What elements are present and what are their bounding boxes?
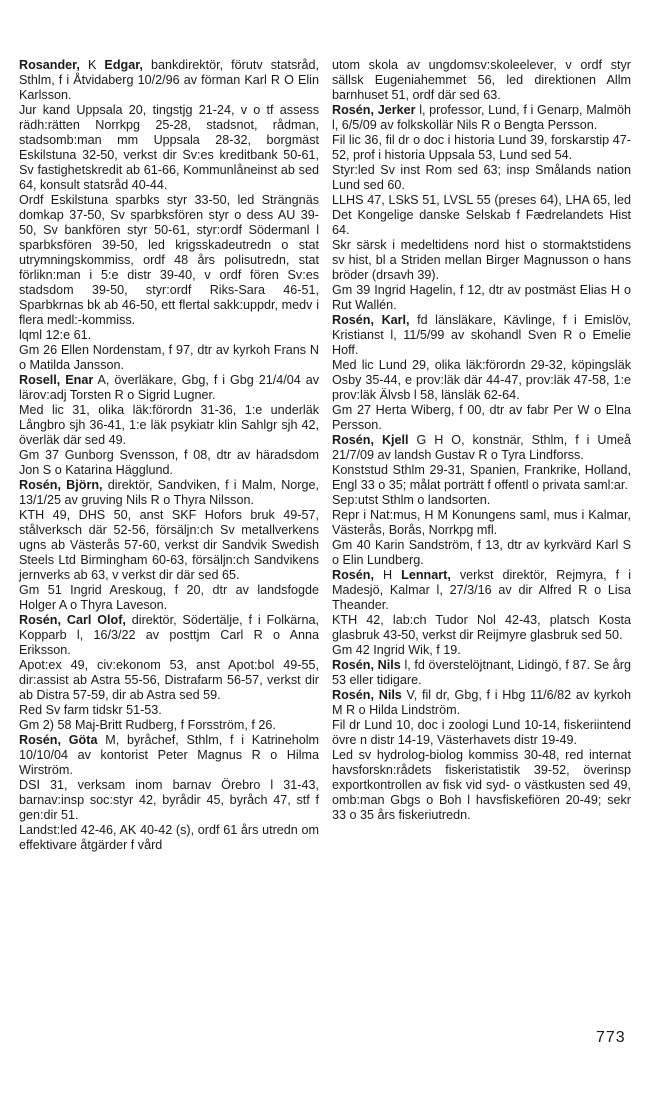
biography-entry — [19, 613, 319, 733]
entry-paragraph: DSI 31, verksam inom barnav Örebro l 31-43, barnav:insp soc:styr 42, byrådir 45, byråch 47, stf f gen:dir 51. — [19, 778, 319, 822]
entry-heading — [19, 613, 319, 658]
entry-heading — [332, 568, 631, 613]
biography-entry — [19, 373, 319, 478]
entry-paragraph: Gm 39 Ingrid Hagelin, f 12, dtr av postmäst Elias H o Rut Wallén. — [332, 283, 631, 312]
entry-paragraph: Jur kand Uppsala 20, tingstjg 21-24, v o tf assess rädh:rätten Norrkpg 25-28, stadsnot, rådman, stadsomb:man mm Uppsala 28-32, borgmäst Eskilstuna 32-50, verkst dir Sv:es kreditbank 50-61, Sv fastighetskredit ab 61-66, Kommunlåneinst ab sed 64, konsult statsråd 40-44. — [19, 103, 319, 192]
entry-paragraph: Gm 42 Ingrid Wik, f 19. — [332, 643, 461, 657]
biography-entry — [332, 433, 631, 568]
biography-entry — [332, 568, 631, 658]
entry-surname: Rosén, — [332, 658, 374, 672]
entry-given-name: Carl Olof, — [66, 613, 126, 627]
entry-heading — [332, 658, 631, 688]
entry-heading-text: M, byråchef, Sthlm, f i Katrineholm 10/10/04 av kontorist Peter Magnus R o Hilma Wirström. — [19, 733, 319, 777]
entry-surname: Rosén, — [332, 568, 374, 582]
entry-surname: Rosén, — [332, 433, 374, 447]
entry-surname: Rosén, — [332, 313, 374, 327]
biography-entry — [332, 688, 631, 823]
biography-entry — [332, 103, 631, 313]
entry-heading-text: fd länsläkare, Kävlinge, f i Emislöv, Kristianst l, 11/5/99 av skohandl Sven R o Emelie Hoff. — [332, 313, 632, 357]
right-column — [332, 58, 631, 823]
entry-paragraph: Gm 51 Ingrid Areskoug, f 20, dtr av landsfogde Holger A o Thyra Laveson. — [19, 583, 319, 612]
biography-entry — [19, 733, 319, 853]
entry-given-name: Edgar, — [104, 58, 143, 72]
entry-paragraph: Repr i Nat:mus, H M Konungens saml, mus i Kalmar, Västerås, Borås, Norrkpg mfl. — [332, 508, 631, 537]
entry-surname: Rosén, — [19, 613, 61, 627]
entry-given-name: Enar — [65, 373, 94, 387]
entry-heading-text: bankdirektör, förutv statsråd, Sthlm, f i Åtvidaberg 10/2/96 av förman Karl R O Elin Karlsson. — [19, 58, 319, 102]
entry-heading-text: direktör, Södertälje, f i Folkärna, Kopparb l, 16/3/22 av posttjm Carl R o Anna Eriksson. — [19, 613, 319, 657]
entry-given-name: Jerker — [377, 103, 416, 117]
biography-entry — [332, 313, 631, 433]
entry-heading — [19, 58, 319, 103]
entry-given-name: Lennart, — [401, 568, 451, 582]
entry-initials — [374, 313, 382, 327]
entry-surname: Rosell, — [19, 373, 61, 387]
entry-heading — [19, 373, 319, 403]
entry-heading-text: l, fd överstelöjtnant, Lidingö, f 87. Se årg 53 eller tidigare. — [332, 658, 631, 687]
entry-heading — [332, 688, 631, 718]
entry-given-name: Nils — [377, 658, 401, 672]
entry-heading — [332, 313, 631, 358]
entry-surname: Rosander, — [19, 58, 80, 72]
biography-entry — [332, 658, 631, 688]
entry-paragraph: Apot:ex 49, civ:ekonom 53, anst Apot:bol 49-55, dir:assist ab Astra 55-56, Distrafarm 56-57, verkst dir ab Distra 57-59, dir ab Astra sed 59. — [19, 658, 319, 702]
entry-given-name: Karl, — [381, 313, 410, 327]
page-number: 773 — [596, 1029, 626, 1046]
entry-heading — [332, 433, 631, 463]
entry-initials — [374, 433, 382, 447]
entry-paragraph: Med lic Lund 29, olika läk:förordn 29-32, köpingsläk Osby 35-44, e prov:läk där 44-47, prov:läk 47-58, 1:e prov:läk Älvsb l 58, länsläk 62-64. — [332, 358, 631, 402]
entry-paragraph: lqml 12:e 61. — [19, 328, 92, 342]
entry-heading-text: V, fil dr, Gbg, f i Hbg 11/6/82 av kyrkoh M R o Hilda Lindström. — [332, 688, 631, 717]
entry-paragraph: Gm 27 Herta Wiberg, f 00, dtr av fabr Per W o Elna Persson. — [332, 403, 631, 432]
entry-paragraph: Gm 26 Ellen Nordenstam, f 97, dtr av kyrkoh Frans N o Matilda Jansson. — [19, 343, 319, 372]
entry-paragraph: Led sv hydrolog-biolog kommiss 30-48, red internat havsforskn:rådets fiskeristatistik 39-52, överinsp exportkontrollen av fisk vid syd- o västkusten sed 49, omb:man Gbgs o Boh l havsfiskeﬁören 20-49; sekr 33 o 35 års fiskeriutredn. — [332, 748, 631, 822]
entry-heading-text: direktör, Sandviken, f i Malm, Norge, 13/1/25 av gruving Nils R o Thyra Nilsson. — [19, 478, 320, 507]
entry-paragraph: Gm 40 Karin Sandström, f 13, dtr av kyrkvärd Karl S o Elin Lundberg. — [332, 538, 631, 567]
entry-initials — [61, 733, 69, 747]
left-column — [19, 58, 319, 853]
entry-paragraph: Gm 2) 58 Maj-Britt Rudberg, f Forsström, f 26. — [19, 718, 276, 732]
entry-paragraph: Landst:led 42-46, AK 40-42 (s), ordf 61 års utredn om effektivare åtgärder f vård — [19, 823, 319, 852]
entry-initials: K — [79, 58, 105, 72]
entry-paragraph: Ordf Eskilstuna sparbks styr 33-50, led Strängnäs domkap 37-50, Sv sparbksfören styr o dess AU 39-50, Sv bankfören styr 50-61, styr:ordf Södermanl l sparbksfören 39-50, led krigsskadeutredn o stat utrymningskommiss, ordf 48 års polisutredn, stat förlikn:man i 5:e distr 39-40, v ordf fören Sv:es stadsdom 39-50, styr:ordf Riks-Sara 46-51, Sparbkrnas bk ab 46-50, ett flertal sakk:uppdr, medv i flera medl:-kommiss. — [19, 193, 319, 327]
entry-given-name: Nils — [378, 688, 402, 702]
entry-surname: Rosén, — [332, 103, 374, 117]
entry-surname: Rosén, — [19, 733, 61, 747]
biography-entry — [332, 58, 631, 103]
entry-given-name: Björn, — [66, 478, 103, 492]
entry-paragraph: Sep:utst Sthlm o landsorten. — [332, 493, 491, 507]
entry-given-name: Göta — [68, 733, 98, 747]
entry-paragraph: Fil dr Lund 10, doc i zoologi Lund 10-14, fiskeriintend övre n distr 14-19, Västerhavets distr 19-49. — [332, 718, 631, 747]
entry-heading — [19, 478, 319, 508]
entry-paragraph: utom skola av ungdomsv:skoleelever, v ordf styr sällsk Eugeniahemmet 56, led direktionen Allm barnhuset 51, ordf där sed 63. — [332, 58, 631, 102]
entry-heading-text: A, överläkare, Gbg, f i Gbg 21/4/04 av lärov:adj Torsten R o Sigrid Lugner. — [19, 373, 320, 402]
biography-entry — [19, 478, 319, 613]
entry-paragraph: KTH 49, DHS 50, anst SKF Hofors bruk 49-57, stålverksch där 52-56, försäljn:ch Sv metallverkens ugns ab Västerås 57-60, verkst dir Sandvik Swedish Steels Ltd Birmingham 60-63, försäljn:ch Sandvikens jernverks ab 63, v verkst dir där sed 65. — [19, 508, 319, 582]
entry-paragraph: Red Sv farm tidskr 51-53. — [19, 703, 162, 717]
entry-paragraph: LLHS 47, LSkS 51, LVSL 55 (preses 64), LHA 65, led Det Kongelige danske Selskab f Fædrelandets Hist 64. — [332, 193, 631, 237]
entry-paragraph: Gm 37 Gunborg Svensson, f 08, dtr av häradsdom Jon S o Katarina Hägglund. — [19, 448, 319, 477]
entry-paragraph: KTH 42, lab:ch Tudor Nol 42-43, platsch Kosta glasbruk 43-50, verkst dir Reijmyre glasbruk sed 50. — [332, 613, 631, 642]
entry-paragraph: Skr särsk i medeltidens nord hist o stormaktstidens sv hist, bl a Striden mellan Birger Magnusson o hans bröder (drsavh 39). — [332, 238, 631, 282]
entry-heading-text: G H O, konstnär, Sthlm, f i Umeå 21/7/09 av landsh Gustav R o Tyra Lindforss. — [332, 433, 631, 462]
entry-heading — [19, 733, 319, 778]
entry-paragraph: Konststud Sthlm 29-31, Spanien, Frankrike, Holland, Engl 33 o 35; målat porträtt f offentl o privata saml:ar. — [332, 463, 631, 492]
entry-initials: H — [374, 568, 402, 582]
entry-paragraph: Fil lic 36, fil dr o doc i historia Lund 39, forskarstip 47-52, prof i historia Uppsala 53, Lund sed 54. — [332, 133, 631, 162]
entry-heading — [332, 103, 631, 133]
biography-entry — [19, 58, 319, 373]
entry-surname: Rosén, — [332, 688, 374, 702]
entry-heading-text: l, professor, Lund, f i Genarp, Malmöh l, 6/5/09 av folkskollär Nils R o Bengta Persson. — [332, 103, 631, 132]
entry-paragraph: Med lic 31, olika läk:förordn 31-36, 1:e underläk Långbro sjh 36-41, 1:e läk psykiatr klin Sahlgr sjh 42, överläk där sed 49. — [19, 403, 319, 447]
entry-given-name: Kjell — [381, 433, 409, 447]
entry-paragraph: Styr:led Sv inst Rom sed 63; insp Smålands nation Lund sed 60. — [332, 163, 631, 192]
entry-surname: Rosén, — [19, 478, 61, 492]
entry-heading-text: verkst direktör, Rejmyra, f i Madesjö, Kalmar l, 27/3/16 av dir Alfred R o Lisa Theander. — [332, 568, 631, 612]
